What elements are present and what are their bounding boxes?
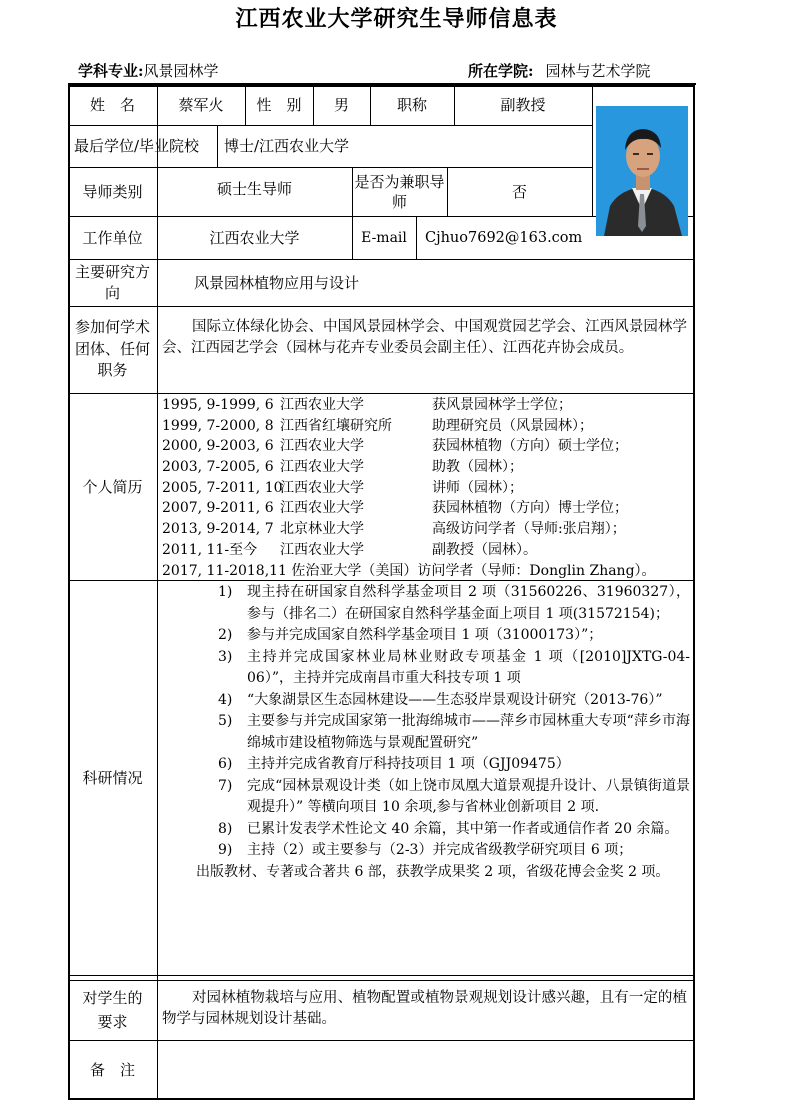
divider [68,306,695,307]
divider [68,980,695,981]
name-label: 姓 名 [89,96,135,114]
college-label: 所在学院: [468,62,534,80]
divider [217,125,218,167]
cv-row: 1999, 7-2000, 8 江西省红壤研究所 助理研究员（风景园林）； [162,417,593,434]
degree-value: 博士/江西农业大学 [224,137,350,155]
divider [68,975,695,976]
cv-row: 2000, 9-2003, 6 江西农业大学 获园林植物（方向）硕士学位； [162,438,628,455]
cv-row: 2005, 7-2011, 10 江西农业大学 讲师（园林）； [162,479,523,496]
cv-row: 2011, 11-至今 江西农业大学 副教授（园林）。 [162,541,537,558]
parttime-label: 是否为兼职导师 [354,172,445,211]
email-value[interactable]: Cjhuo7692@163.com [425,229,583,246]
cv-label: 个人简历 [82,477,143,496]
college-row [468,60,651,81]
type-label: 导师类别 [82,182,143,201]
org-value: 国际立体绿化协会、中国风景园林学会、中国观赏园艺学会、江西风景园林学会、江西园艺学会（园林与花卉专业委员会副主任）、江西花卉协会成员。 [162,319,687,356]
name-value: 蔡军火 [178,96,224,114]
research-direction-value: 风景园林植物应用与设计 [194,273,360,292]
research-direction-label: 主要研究方向 [74,262,150,302]
unit-value: 江西农业大学 [209,228,300,247]
divider [157,167,158,1100]
research-item: 2) 参与并完成国家自然科学基金项目 1 项（31000173）”； [218,627,603,643]
research-item: 4) “大象湖景区生态园林建设——生态驳岸景观设计研究（2013-76）” [218,691,663,708]
research-list [162,582,690,883]
research-item: 6) 主持并完成省教育厅科持技项目 1 项（GJJ09475） [218,756,570,772]
research-label: 科研情况 [82,768,143,787]
divider [592,85,593,216]
requirements-value: 对园林植物栽培与应用、植物配置或植物景观规划设计感兴趣，且有一定的植物学与园林规划设计基础。 [162,990,687,1027]
title-value: 副教授 [500,96,546,114]
research-extra: 出版教材、专著或合著共 6 部，获教学成果奖 2 项，省级花博会金奖 2 项。 [196,863,670,880]
org-label: 参加何学术团体、任何职务 [74,318,150,380]
divider [68,393,695,394]
divider [416,216,417,259]
cv-row-last: 2017, 11-2018,11 佐治亚大学（美国）访问学者（导师：Donglin Zhang）。 [162,562,656,579]
cv-list [162,395,692,581]
research-item: 5) 主要参与并完成国家第一批海绵城市——萍乡市园林重大专项“萍乡市海绵城市建设植物筛选与景观配置研究” [218,713,690,751]
major-row [78,60,219,81]
research-item: 9) 主持（2）或主要参与（2-3）并完成省级教学研究项目 6 项； [218,842,633,858]
cv-row: 1995, 9-1999, 6 江西农业大学 获风景园林学士学位； [162,397,572,413]
cv-row: 2003, 7-2005, 6 江西农业大学 助教（园林）； [162,459,523,476]
remarks-label: 备 注 [89,1061,135,1079]
degree-label: 最后学位/毕业院校 [74,137,200,155]
cv-row: 2007, 9-2011, 6 江西农业大学 获园林植物（方向）博士学位； [162,500,628,517]
parttime-value: 否 [511,182,527,201]
page-title: 江西农业大学研究生导师信息表 [235,6,558,32]
remarks-value [162,1040,687,1100]
gender-value: 男 [333,96,349,114]
research-item: 3) 主持并完成国家林业局林业财政专项基金 1 项（[2010]JXTG-04-06）”，主持并完成南昌市重大科技专项 1 项 [218,648,690,686]
college-value: 园林与艺术学院 [545,62,651,80]
research-item: 1) 现主持在研国家自然科学基金项目 2 项（31560226、31960327），参与（排名二）在研国家自然科学基金面上项目 1 项(31572154)； [218,584,690,622]
type-value: 硕士生导师 [216,180,292,198]
gender-label: 性 别 [256,96,302,114]
title-label: 职称 [396,96,427,114]
research-item: 7) 完成“园林景观设计类（如上饶市凤凰大道景观提升设计、八景镇街道景观提升）” 等横向项目 10 余项,参与省林业创新项目 2 项. [218,777,690,815]
research-item: 8) 已累计发表学术性论文 40 余篇，其中第一作者或通信作者 20 余篇。 [218,820,679,837]
email-label: E-mail [361,229,407,246]
requirements-label: 对学生的要求 [82,989,143,1031]
major-value: 风景园林学 [143,62,219,80]
unit-label: 工作单位 [82,228,143,247]
cv-row: 2013, 9-2014, 7 北京林业大学 高级访问学者（导师:张启翔）； [162,521,626,538]
major-label: 学科专业: [78,62,144,80]
